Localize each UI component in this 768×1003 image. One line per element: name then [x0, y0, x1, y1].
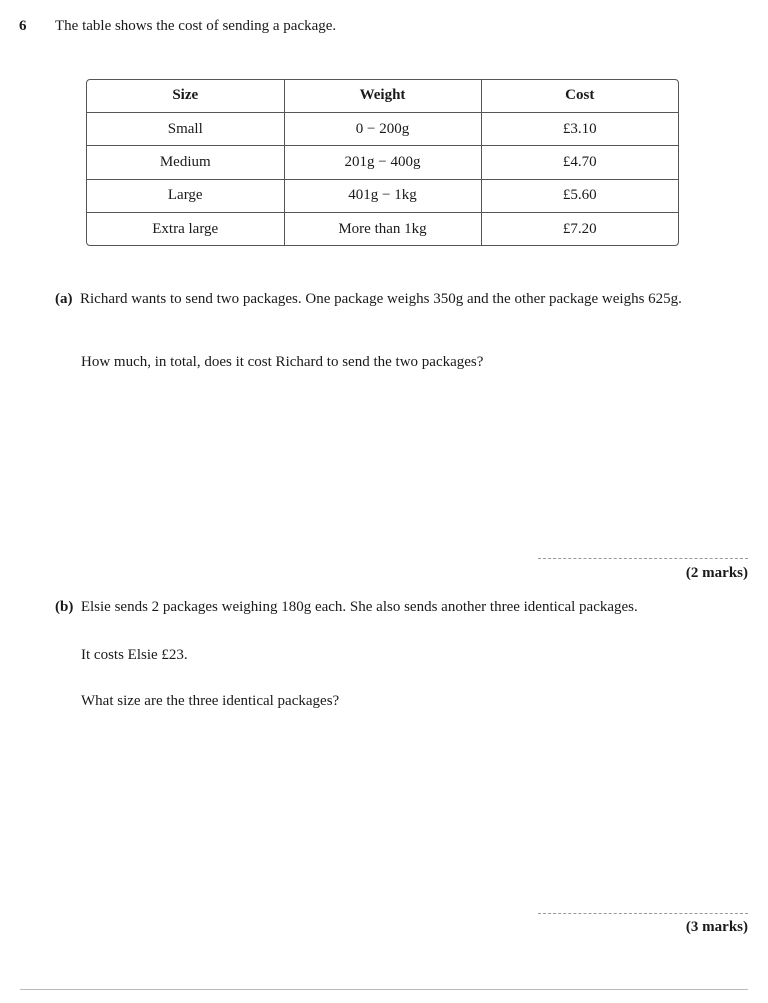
part-a-text: Richard wants to send two packages. One package weighs 350g and the other package weighs 625g.	[80, 291, 682, 307]
cell-size: Medium	[87, 146, 284, 179]
part-b-cost-statement: It costs Elsie £23.	[81, 647, 188, 663]
part-a-question: How much, in total, does it cost Richard to send the two packages?	[81, 354, 484, 370]
cell-size: Small	[87, 112, 284, 145]
header-cost: Cost	[481, 80, 678, 112]
part-b-statement	[55, 599, 638, 616]
part-b-label: (b)	[55, 599, 74, 615]
part-b-marks: (3 marks)	[685, 919, 748, 935]
cell-weight: 201g − 400g	[284, 146, 481, 179]
part-b-question: What size are the three identical packages?	[81, 693, 340, 709]
part-a-label: (a)	[55, 291, 73, 307]
cost-table	[86, 79, 679, 246]
question-intro: The table shows the cost of sending a package.	[55, 18, 337, 34]
table-row	[87, 112, 678, 145]
table-row	[87, 146, 678, 179]
table-header-row	[87, 80, 678, 112]
cell-weight: 401g − 1kg	[284, 179, 481, 212]
header-weight: Weight	[284, 80, 481, 112]
part-a-statement	[55, 291, 682, 308]
header-size: Size	[87, 80, 284, 112]
answer-line-a[interactable]	[538, 558, 748, 559]
table-row	[87, 213, 678, 245]
cell-cost: £7.20	[481, 213, 678, 245]
part-b-text: Elsie sends 2 packages weighing 180g each. She also sends another three identical packages.	[80, 599, 638, 615]
table-row	[87, 179, 678, 212]
answer-line-b[interactable]	[538, 913, 748, 914]
question-number: 6	[19, 18, 27, 34]
cell-cost: £5.60	[481, 179, 678, 212]
cell-size: Extra large	[87, 213, 284, 245]
footer-divider	[20, 989, 748, 990]
cell-size: Large	[87, 179, 284, 212]
part-a-marks: (2 marks)	[685, 565, 748, 581]
cell-cost: £3.10	[481, 112, 678, 145]
cell-weight: 0 − 200g	[284, 112, 481, 145]
cell-weight: More than 1kg	[284, 213, 481, 245]
cell-cost: £4.70	[481, 146, 678, 179]
